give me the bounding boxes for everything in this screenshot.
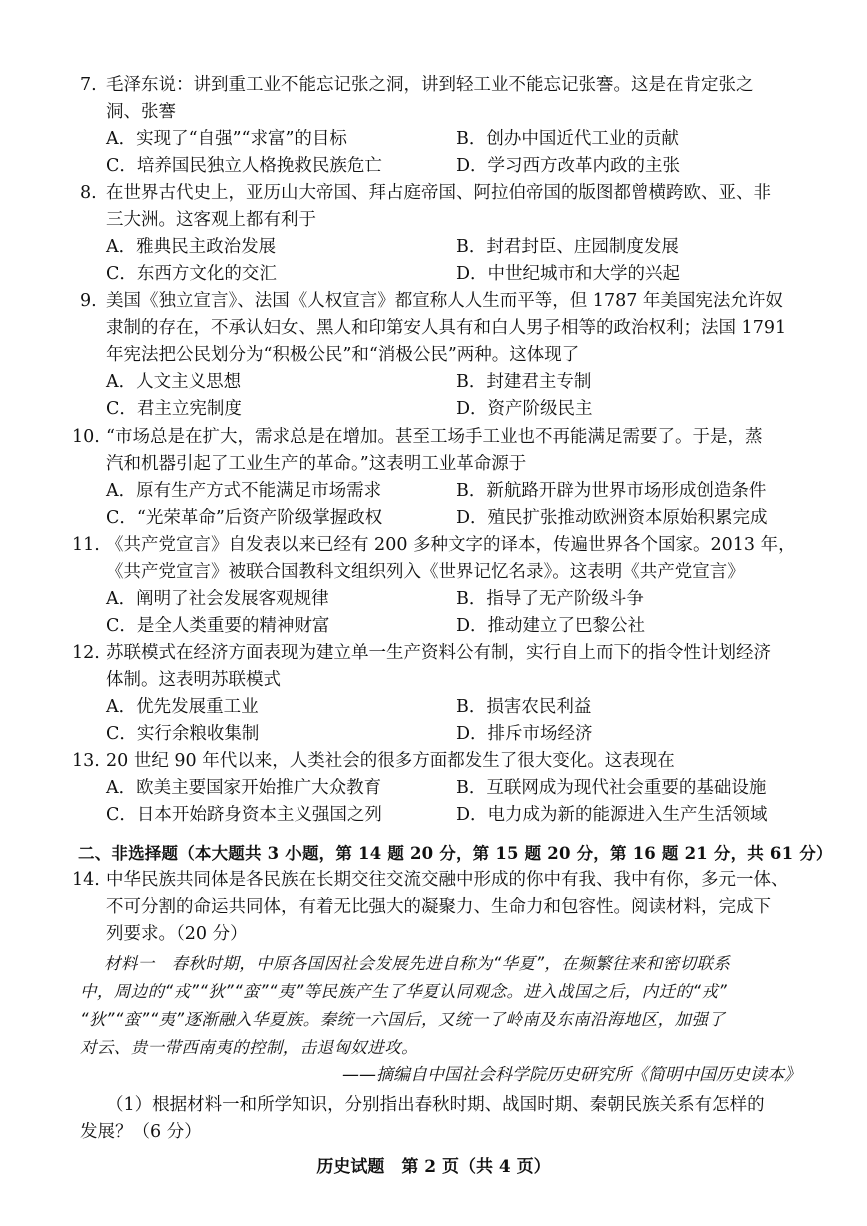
question-13-options-row1: [106, 775, 806, 802]
question-11-options-row1: [106, 586, 806, 613]
material-one-line1: 材料一 春秋时期，中原各国因社会发展先进自称为“华夏”，在频繁往来和密切联系: [104, 954, 731, 973]
option-a: A．实现了“自强”“求富”的目标: [106, 129, 347, 149]
question-13-number: 13.: [72, 751, 100, 771]
question-9-options-row2: [106, 396, 806, 423]
question-13-stem-line1: 20 世纪 90 年代以来，人类社会的很多方面都发生了很大变化。这表现在: [106, 751, 675, 771]
question-11-stem-line1: 《共产党宣言》自发表以来已经有 200 多种文字的译本，传遍世界各个国家。2013 年，: [106, 535, 796, 555]
question-12-stem-line2: 体制。这表明苏联模式: [106, 670, 281, 690]
option-b: B．封建君主专制: [456, 372, 592, 392]
material-one-line3: “狄”“蛮”“夷”逐渐融入华夏族。秦统一六国后，又统一了岭南及东南沿海地区，加强了: [80, 1010, 726, 1029]
option-a: A．雅典民主政治发展: [106, 237, 277, 257]
question-8-number: 8.: [80, 183, 97, 203]
question-14-stem-line3: 列要求。（20 分）: [106, 924, 248, 944]
question-11-stem-line2: 《共产党宣言》被联合国教科文组织列入《世界记忆名录》。这表明《共产党宣言》: [106, 562, 745, 582]
material-source: ——摘编自中国社会科学院历史研究所《简明中国历史读本》: [342, 1065, 801, 1085]
option-b: B．封君封臣、庄园制度发展: [456, 237, 679, 257]
option-b: B．新航路开辟为世界市场形成创造条件: [456, 481, 767, 501]
option-c: C．“光荣革命”后资产阶级掌握政权: [106, 508, 383, 528]
question-10-options-row2: [106, 505, 806, 532]
question-8-stem-line1: 在世界古代史上，亚历山大帝国、拜占庭帝国、阿拉伯帝国的版图都曾横跨欧、亚、非: [106, 183, 771, 203]
question-7-number: 7.: [80, 75, 97, 95]
question-7-options-row1: [106, 126, 806, 153]
page-footer: 历史试题 第 2 页（共 4 页）: [316, 1157, 551, 1177]
question-10-stem-line2: 汽和机器引起了工业生产的革命。”这表明工业革命源于: [106, 454, 527, 474]
question-12-stem-line1: 苏联模式在经济方面表现为建立单一生产资料公有制，实行自上而下的指令性计划经济: [106, 643, 771, 663]
section-heading-non-choice: 二、非选择题（本大题共 3 小题，第 14 题 20 分，第 15 题 20 分，第 16 题 21 分，共 61 分）: [78, 844, 833, 863]
question-7-stem-line1: 毛泽东说：讲到重工业不能忘记张之洞，讲到轻工业不能忘记张謇。这是在肯定张之: [106, 75, 754, 95]
option-d: D．排斥市场经济: [456, 724, 593, 744]
question-8-options-row2: [106, 261, 806, 288]
question-10-options-row1: [106, 478, 806, 505]
option-d: D．电力成为新的能源进入生产生活领域: [456, 805, 768, 825]
option-c: C．培养国民独立人格挽救民族危亡: [106, 156, 382, 176]
question-9-stem-line2: 隶制的存在，不承认妇女、黑人和印第安人具有和白人男子相等的政治权利；法国 1791: [106, 318, 787, 338]
option-d: D．推动建立了巴黎公社: [456, 616, 646, 636]
question-8-options-row1: [106, 234, 806, 261]
question-14-sub1-line1: （1）根据材料一和所学知识，分别指出春秋时期、战国时期、秦朝民族关系有怎样的: [106, 1095, 765, 1115]
option-b: B．指导了无产阶级斗争: [456, 589, 644, 609]
option-d: D．殖民扩张推动欧洲资本原始积累完成: [456, 508, 768, 528]
option-c: C．日本开始跻身资本主义强国之列: [106, 805, 382, 825]
question-13-options-row2: [106, 802, 806, 829]
option-d: D．资产阶级民主: [456, 399, 593, 419]
question-9-number: 9.: [80, 291, 97, 311]
question-7-options-row2: [106, 153, 806, 180]
question-11-number: 11.: [72, 535, 100, 555]
material-one-line2: 中，周边的“戎”“狄”“蛮”“夷”等民族产生了华夏认同观念。进入战国之后，内迁的“戎”: [80, 982, 728, 1001]
option-b: B．创办中国近代工业的贡献: [456, 129, 679, 149]
question-12-options-row1: [106, 694, 806, 721]
question-7-stem-line2: 洞、张謇: [106, 102, 176, 122]
option-b: B．损害农民利益: [456, 697, 592, 717]
option-a: A．欧美主要国家开始推广大众教育: [106, 778, 382, 798]
question-12-number: 12.: [72, 643, 100, 663]
option-a: A．原有生产方式不能满足市场需求: [106, 481, 382, 501]
option-c: C．是全人类重要的精神财富: [106, 616, 330, 636]
option-d: D．中世纪城市和大学的兴起: [456, 264, 681, 284]
question-14-number: 14.: [72, 870, 100, 890]
option-c: C．实行余粮收集制: [106, 724, 260, 744]
question-14-stem-line1: 中华民族共同体是各民族在长期交往交流交融中形成的你中有我、我中有你，多元一体、: [106, 870, 789, 890]
question-8-stem-line2: 三大洲。这客观上都有利于: [106, 210, 316, 230]
option-d: D．学习西方改革内政的主张: [456, 156, 681, 176]
option-a: A．阐明了社会发展客观规律: [106, 589, 329, 609]
option-a: A．人文主义思想: [106, 372, 242, 392]
question-14-sub1-line2: 发展？（6 分）: [80, 1122, 202, 1142]
option-a: A．优先发展重工业: [106, 697, 259, 717]
question-14-stem-line2: 不可分割的命运共同体，有着无比强大的凝聚力、生命力和包容性。阅读材料，完成下: [106, 897, 771, 917]
option-c: C．君主立宪制度: [106, 399, 242, 419]
option-c: C．东西方文化的交汇: [106, 264, 277, 284]
question-9-stem-line1: 美国《独立宣言》、法国《人权宣言》都宣称人人生而平等，但 1787 年美国宪法允许奴: [106, 291, 783, 311]
material-one-line4: 对云、贵一带西南夷的控制，击退匈奴进攻。: [80, 1038, 418, 1057]
option-b: B．互联网成为现代社会重要的基础设施: [456, 778, 767, 798]
question-9-stem-line3: 年宪法把公民划分为“积极公民”和“消极公民”两种。这体现了: [106, 345, 580, 365]
question-9-options-row1: [106, 369, 806, 396]
question-11-options-row2: [106, 613, 806, 640]
question-10-number: 10.: [72, 427, 100, 447]
question-10-stem-line1: “市场总是在扩大，需求总是在增加。甚至工场手工业也不再能满足需要了。于是，蒸: [106, 427, 763, 447]
question-12-options-row2: [106, 721, 806, 748]
